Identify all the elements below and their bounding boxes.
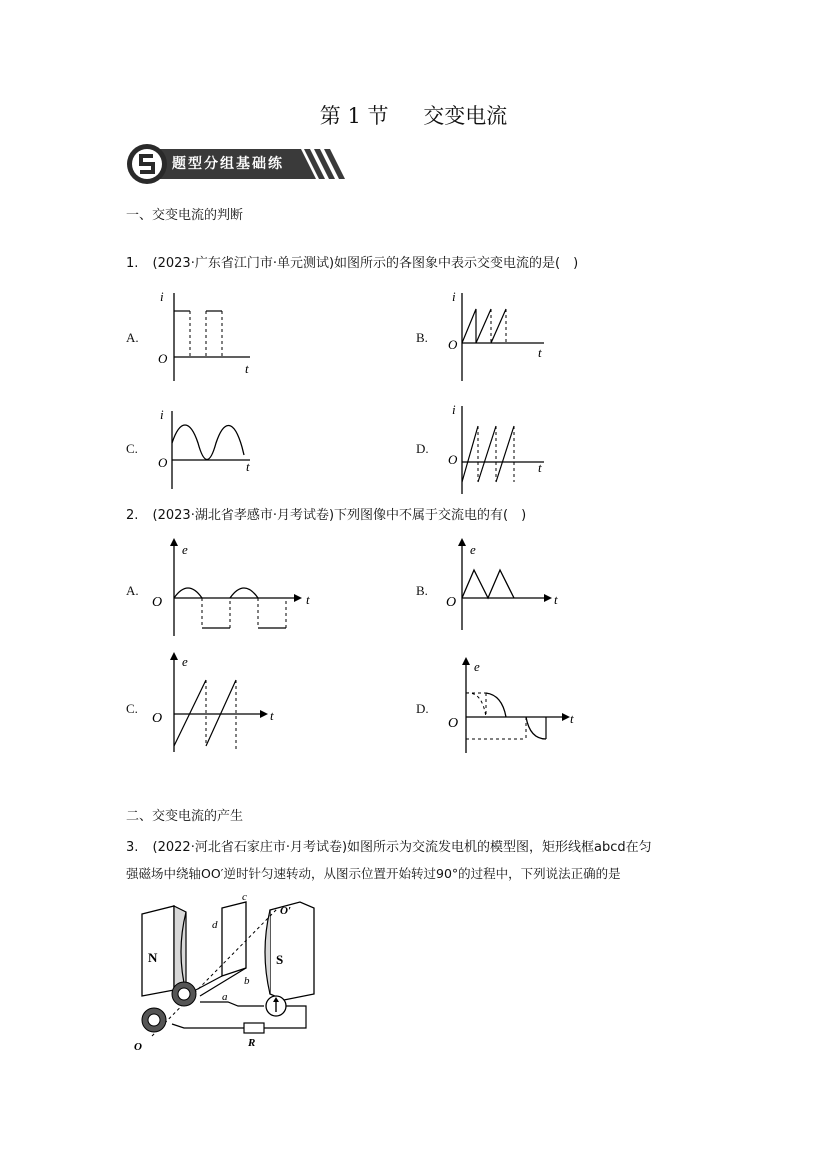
question-3 xyxy=(126,838,716,884)
q1-option-c-graph xyxy=(150,405,265,490)
svg-text:O: O xyxy=(158,351,168,366)
svg-text:t: t xyxy=(570,711,574,726)
question-stem-line-1: 如图所示为交流发电机的模型图，矩形线框abcd在匀 xyxy=(347,840,652,855)
svg-text:R: R xyxy=(248,1037,256,1049)
svg-text:S: S xyxy=(276,952,284,967)
s-magnet xyxy=(270,902,314,1000)
section-number: 第 1 节 xyxy=(319,104,389,128)
q1-option-b-graph xyxy=(440,285,555,385)
question-stem: 如图所示的各图象中表示交变电流的是( ) xyxy=(334,256,579,271)
svg-text:t: t xyxy=(306,592,310,607)
practice-banner xyxy=(126,143,346,189)
q2-option-d-graph xyxy=(440,655,580,755)
question-stem: 下列图像中不属于交流电的有( ) xyxy=(334,508,527,523)
svg-text:O: O xyxy=(446,595,457,610)
section-heading-2: 二、交变电流的产生 xyxy=(126,809,244,824)
svg-text:O: O xyxy=(152,595,163,610)
section-name: 交变电流 xyxy=(423,104,508,128)
svg-text:t: t xyxy=(245,361,249,376)
question-number: 3. xyxy=(126,840,139,855)
svg-text:t: t xyxy=(270,708,274,723)
q1-option-d-graph xyxy=(440,400,555,495)
q1-option-c-label: C. xyxy=(126,441,138,456)
q2-option-c-label: C. xyxy=(126,701,138,716)
q1-option-a-graph xyxy=(150,285,265,385)
question-source: (2023·广东省江门市·单元测试) xyxy=(152,256,335,271)
svg-text:O: O xyxy=(152,711,163,726)
q2-option-c-graph xyxy=(148,650,283,755)
q2-option-b-label: B. xyxy=(416,583,428,598)
svg-text:O: O xyxy=(158,455,168,470)
q2-option-a-label: A. xyxy=(126,583,139,598)
svg-text:t: t xyxy=(554,592,558,607)
svg-text:b: b xyxy=(244,975,250,987)
svg-text:e: e xyxy=(182,542,188,557)
resistor xyxy=(244,1023,264,1033)
svg-text:N: N xyxy=(148,950,158,965)
svg-text:O: O xyxy=(448,452,458,467)
q1-option-d-label: D. xyxy=(416,441,429,456)
svg-text:c: c xyxy=(242,892,247,903)
page-title xyxy=(0,100,827,130)
svg-text:i: i xyxy=(160,407,164,422)
svg-text:e: e xyxy=(474,659,480,674)
svg-text:O: O xyxy=(448,716,459,731)
section-heading-1: 一、交变电流的判断 xyxy=(126,208,244,223)
svg-text:i: i xyxy=(160,289,164,304)
banner-label: 题型分组基础练 xyxy=(172,156,284,172)
svg-text:O: O xyxy=(448,337,458,352)
svg-text:t: t xyxy=(538,345,542,360)
svg-text:a: a xyxy=(222,991,228,1003)
q2-option-a-graph xyxy=(148,538,318,638)
svg-text:e: e xyxy=(470,542,476,557)
svg-text:d: d xyxy=(212,919,218,931)
q1-option-b-label: B. xyxy=(416,330,428,345)
question-number: 2. xyxy=(126,508,139,523)
svg-text:O: O xyxy=(134,1041,142,1052)
question-3-line-1 xyxy=(126,838,716,858)
svg-text:O′: O′ xyxy=(280,905,292,917)
question-number: 1. xyxy=(126,256,139,271)
question-2 xyxy=(126,506,526,526)
q1-option-a-label: A. xyxy=(126,330,139,345)
svg-text:e: e xyxy=(182,654,188,669)
n-magnet xyxy=(142,906,174,996)
svg-text:t: t xyxy=(246,459,250,474)
coil-frame xyxy=(222,902,246,976)
svg-text:i: i xyxy=(452,289,456,304)
question-1 xyxy=(126,254,578,274)
question-stem-line-2: 强磁场中绕轴OO′逆时针匀速转动，从图示位置开始转过90°的过程中，下列说法正确的是 xyxy=(126,866,621,881)
generator-figure xyxy=(128,892,328,1052)
q2-option-b-graph xyxy=(440,538,570,633)
svg-text:t: t xyxy=(538,460,542,475)
q2-option-d-label: D. xyxy=(416,701,429,716)
question-source: (2023·湖北省孝感市·月考试卷) xyxy=(152,508,335,523)
question-source: (2022·河北省石家庄市·月考试卷) xyxy=(152,840,348,855)
svg-text:i: i xyxy=(452,402,456,417)
